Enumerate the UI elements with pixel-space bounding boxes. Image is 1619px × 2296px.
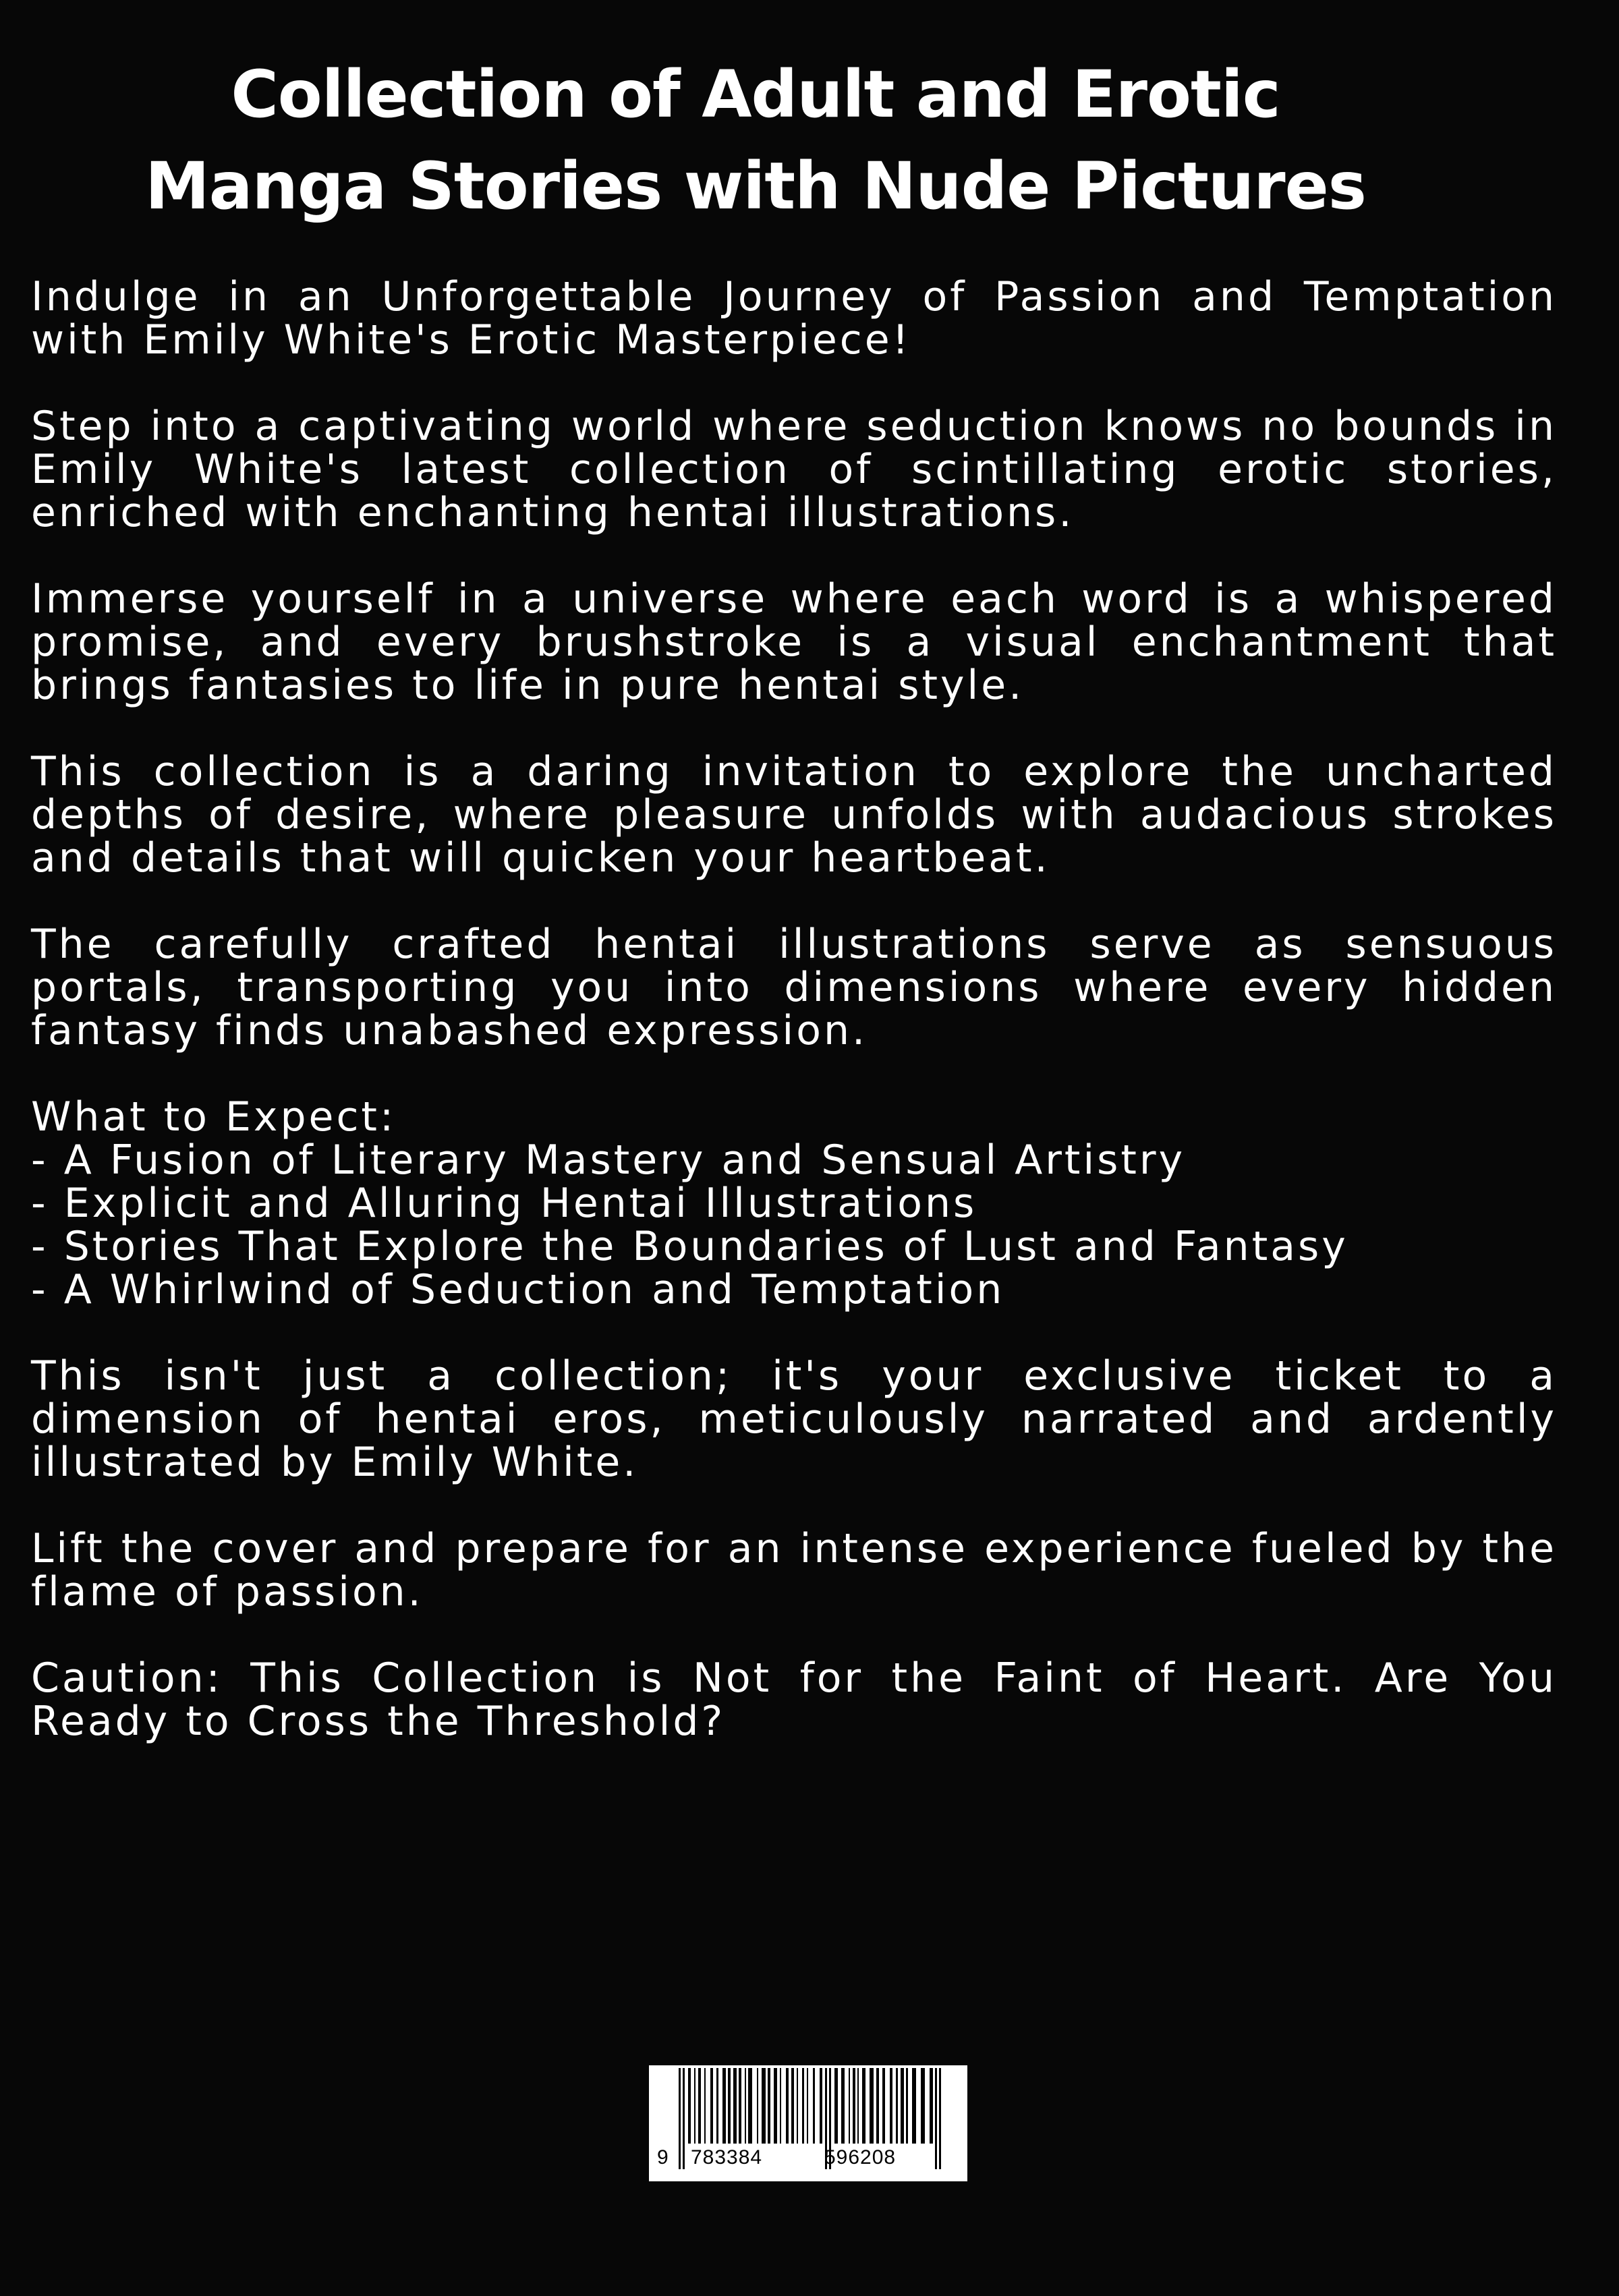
barcode-bar bbox=[820, 2068, 822, 2144]
blurb bbox=[31, 275, 1557, 1786]
barcode-bar bbox=[716, 2068, 718, 2144]
barcode-bar bbox=[791, 2068, 794, 2144]
barcode-bar bbox=[939, 2068, 941, 2169]
barcode-bar bbox=[797, 2068, 798, 2144]
paragraph-step-into: Step into a captivating world where seduction knows no bounds in Emily White's latest collection of scintillating erotic stories, enriched with enchanting hentai illustrations. bbox=[31, 403, 1557, 536]
barcode-bar bbox=[710, 2068, 713, 2144]
paragraph-lift-cover: Lift the cover and prepare for an intense experience fueled by the flame of passion. bbox=[31, 1525, 1557, 1615]
barcode-bar bbox=[780, 2068, 781, 2144]
barcode-group-2: 596208 bbox=[824, 2146, 897, 2169]
list-item: - Stories That Explore the Boundaries of Lust and Fantasy bbox=[31, 1223, 1348, 1270]
title-line-1: Collection of Adult and Erotic bbox=[231, 57, 1280, 132]
barcode-bar bbox=[857, 2068, 859, 2144]
barcode-bar bbox=[698, 2068, 701, 2144]
barcode-bar bbox=[882, 2068, 885, 2144]
barcode-bar bbox=[935, 2068, 937, 2169]
paragraph-immerse: Immerse yourself in a universe where each word is a whispered promise, and every brushstroke is a visual enchantment that brings fantasies to life in pure hentai style. bbox=[31, 575, 1557, 709]
barcode-bar bbox=[896, 2068, 898, 2144]
barcode-bar bbox=[757, 2068, 758, 2144]
paragraph-illustrations: The carefully crafted hentai illustrations serve as sensuous portals, transporting you into dimensions where every hidden fantasy finds unabashed expression. bbox=[31, 921, 1557, 1054]
paragraph-ticket: This isn't just a collection; it's your exclusive ticket to a dimension of hentai eros, meticulously narrated and ardently illustrated by Emily White. bbox=[31, 1352, 1557, 1486]
barcode-bar bbox=[813, 2068, 815, 2144]
barcode-group-1: 783384 bbox=[691, 2146, 763, 2169]
list-item: - A Fusion of Literary Mastery and Sensual Artistry bbox=[31, 1137, 1186, 1184]
barcode-bar bbox=[853, 2068, 855, 2144]
list-item: - A Whirlwind of Seduction and Temptation bbox=[31, 1266, 1005, 1313]
barcode-bar bbox=[906, 2068, 908, 2144]
title-line-2: Manga Stories with Nude Pictures bbox=[145, 148, 1366, 224]
barcode-bar bbox=[683, 2068, 685, 2169]
barcode-bar bbox=[876, 2068, 879, 2144]
barcode-bar bbox=[762, 2068, 766, 2144]
barcode-bar bbox=[745, 2068, 746, 2144]
barcode-bar bbox=[849, 2068, 850, 2144]
barcode-bar bbox=[834, 2068, 838, 2144]
barcode-bar bbox=[870, 2068, 874, 2144]
paragraph-intro: Indulge in an Unforgettable Journey of Passion and Temptation with Emily White's Erotic Masterpiece! bbox=[31, 273, 1557, 364]
barcode-bar bbox=[722, 2068, 726, 2144]
list-item: - Explicit and Alluring Hentai Illustrations bbox=[31, 1180, 977, 1227]
barcode-bar bbox=[930, 2068, 933, 2144]
barcode-bar bbox=[807, 2068, 808, 2144]
list-heading: What to Expect: bbox=[31, 1093, 397, 1141]
barcode-bar bbox=[688, 2068, 691, 2144]
barcode-bar bbox=[748, 2068, 752, 2144]
barcode-bar bbox=[921, 2068, 925, 2144]
barcode-bar bbox=[739, 2068, 741, 2144]
paragraph-caution: Caution: This Collection is Not for the Faint of Heart. Are You Ready to Cross the Threshold? bbox=[31, 1655, 1557, 1745]
barcode-bar bbox=[890, 2068, 892, 2144]
barcode-lead-digit: 9 bbox=[657, 2146, 669, 2169]
paragraph-invitation: This collection is a daring invitation to explore the uncharted depths of desire, where pleasure unfolds with audacious strokes and details that will quicken your heartbeat. bbox=[31, 748, 1557, 882]
cover-title bbox=[0, 49, 1511, 232]
isbn-barcode bbox=[649, 2065, 967, 2181]
barcode-bar bbox=[704, 2068, 706, 2144]
what-to-expect-list bbox=[31, 1095, 1557, 1311]
barcode-bar bbox=[786, 2068, 789, 2144]
barcode-bar bbox=[694, 2068, 695, 2144]
barcode-bar bbox=[802, 2068, 804, 2144]
barcode-bar bbox=[912, 2068, 916, 2144]
barcode-bar bbox=[768, 2068, 770, 2144]
barcode-bar bbox=[728, 2068, 731, 2144]
barcode-bar bbox=[901, 2068, 904, 2144]
barcode-bar bbox=[733, 2068, 737, 2144]
barcode-bar bbox=[841, 2068, 845, 2144]
barcode-bar bbox=[679, 2068, 681, 2169]
barcode-bar bbox=[862, 2068, 865, 2144]
barcode-bar bbox=[774, 2068, 777, 2144]
